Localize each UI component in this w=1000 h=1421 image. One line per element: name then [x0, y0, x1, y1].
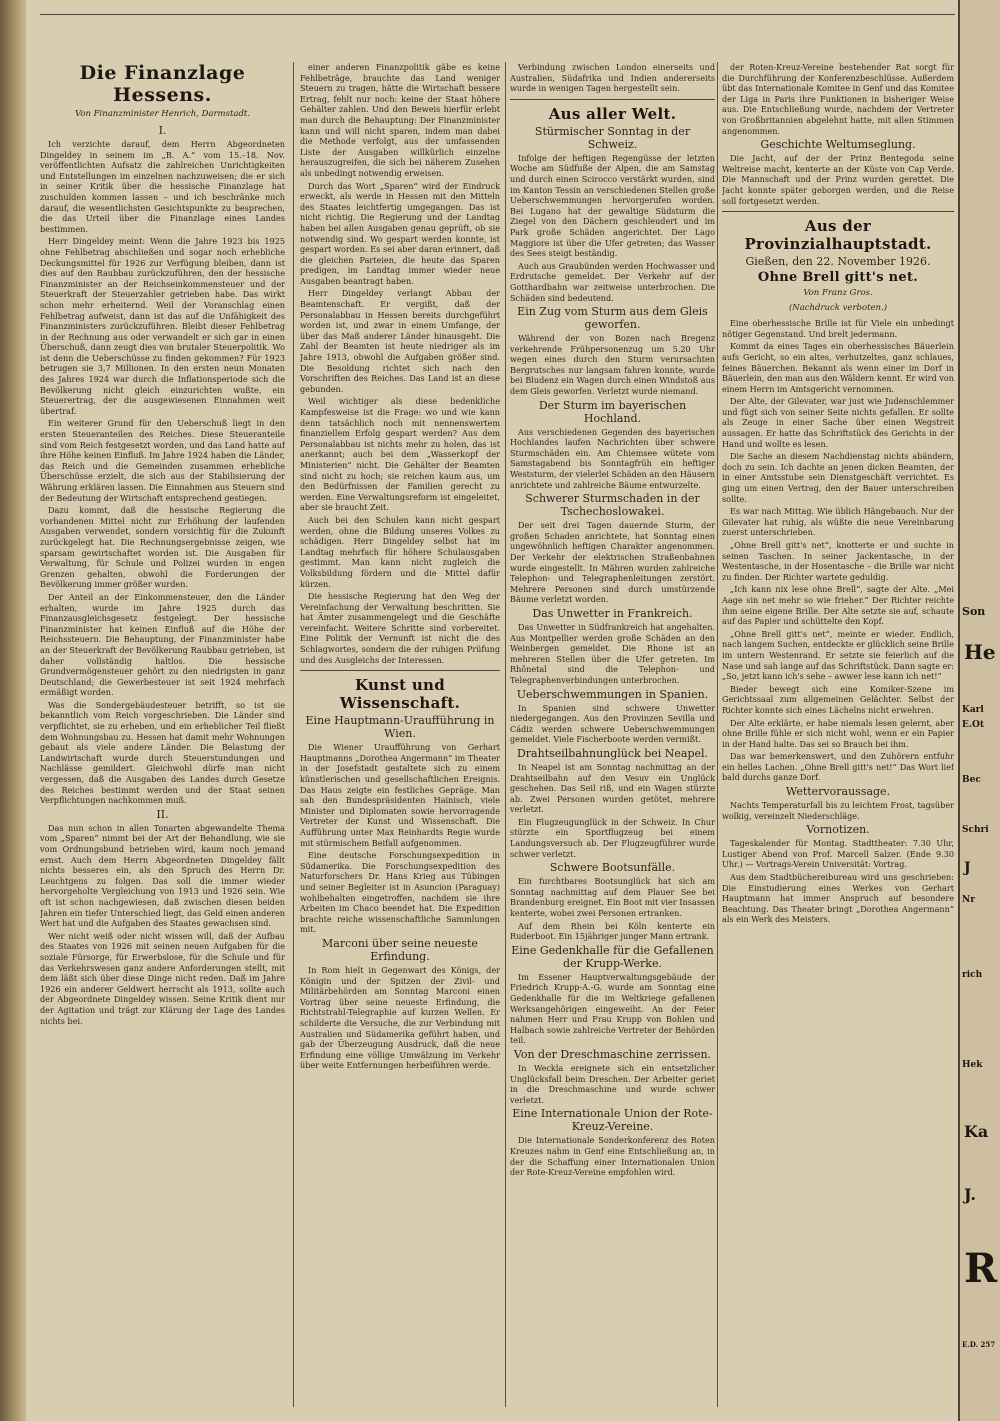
edge-text: Bec — [962, 775, 981, 785]
paragraph: In Weckla ereignete sich ein entsetzlicher Unglücksfall beim Dreschen. Der Arbeiter geriet in die Dreschmaschine und wurde schwer verletzt. — [510, 1062, 715, 1105]
paragraph: Aus verschiedenen Gegenden des bayerischen Hochlandes laufen Nachrichten über schwere Sturmschäden ein. Am Chiemsee wütete vom Samstagabend bis Sonntagfrüh ein heftiger Weststurm, der vielerlei Schäden an den Häusern anrichtete und zahlreiche Bäume entwurzelte. — [510, 426, 715, 490]
adjacent-page-edge — [958, 0, 1000, 1421]
paragraph: Bieder bewegt sich eine Komiker-Szene im Gerichtssaal zum allgemeinen Gelächter. Selbst der Richter konnte sich eines Lächelns nicht erwehren. — [722, 683, 954, 715]
article-subtitle: Marconi über seine neueste Erfindung. — [322, 936, 478, 963]
column-world-news — [510, 62, 715, 1407]
column-finance — [40, 62, 285, 1407]
edge-text: rich — [962, 970, 983, 980]
edge-text: J — [964, 860, 971, 876]
divider — [510, 99, 715, 100]
paragraph: Das nun schon in allen Tonarten abgewandelte Thema vom „Sparen“ nimmt bei der Art der Behandlung, wie sie vom Ordnungsbund betrieben wird, kaum noch jemand ernst. Auch dem Herrn Abgeordneten Dingeldey fällt nichts besseres ein, als den Spruch des Herrn Dr. Leuchtgens zu folgen. Das soll die immer wieder hervorgeholte Vergleichung von 1913 und 1926 sein. Wie oft ist schon nachgewiesen, daß zwischen diesen beiden Jahren ein tiefer Unterschied liegt, das Geld einen anderen Wert hat und die Aufgaben des Staates gewachsen sind. — [40, 822, 285, 929]
paragraph: Wer nicht weiß oder nicht wissen will, daß der Aufbau des Staates von 1926 mit seinen neuen Aufgaben für die soziale Fürsorge, für Erwerbslose, für die Schule und für das Verkehrswesen ganz andere Anforderungen stellt, mit dem läßt sich über diese Dinge nicht reden. Daß im Jahre 1926 ein anderer Geldwert herrscht als 1913, sollte auch der Abgeordnete Dingeldey wissen. Seine Kritik dient nur der Agitation und trägt zur Klärung der Lage des Landes nichts bei. — [40, 930, 285, 1026]
edge-text: Son — [962, 605, 986, 618]
article-byline: Von Finanzminister Henrich, Darmstadt. — [74, 109, 251, 119]
article-subtitle: Vornotizen. — [806, 823, 870, 837]
paragraph: Aus dem Stadtbüchereibureau wird uns geschrieben: Die Einstudierung eines Werkes von Gerhart Hauptmann hat immer Anspruch auf besondere Beachtung. Das Theater bringt „Dorothea Angermann“ als ein Werk des Meisters. — [722, 872, 954, 925]
article-subtitle: Wettervoraussage. — [785, 785, 891, 799]
article-subtitle: Der Sturm im bayerischen Hochland. — [538, 398, 687, 425]
paragraph: Eine deutsche Forschungsexpedition in Südamerika. Die Forschungsexpedition des Naturforschers Dr. Hans Krieg aus Tübingen und seiner Begleiter ist in Asuncion (Paraguay) wohlbehalten eingetroffen, nachdem sie ihre Arbeiten im Chaco beendet hat. Die Expedition brachte reiche wissenschaftliche Sammlungen mit. — [300, 850, 500, 935]
paragraph: Tageskalender für Montag. Stadttheater: 7.30 Uhr, Lustiger Abend von Prof. Marcell Salzer. (Ende 9.30 Uhr.) — Vortrags-Verein Universität: Vortrag. — [722, 838, 954, 870]
reprint-note: (Nachdruck verboten.) — [788, 303, 888, 314]
paragraph: Es war nach Mittag. Wie üblich Hängebauch. Nur der Gilevater hat ruhig, als wüßte die neue Vereinbarung zuerst unterschrieben. — [722, 506, 954, 538]
section-title: Kunst und Wissenschaft. — [339, 676, 461, 713]
paragraph: der Roten-Kreuz-Vereine bestehender Rat sorgt für die Durchführung der Konferenzbeschlüsse. Außerdem übt das Internationale Komitee in Genf und das Komitee der Liga in Paris ihre Funktionen in bisheriger Weise aus. Die Entschließung wurde, nachdem der Vertreter von Großbritannien abgelehnt hatte, mit allen Stimmen angenommen. — [722, 62, 954, 136]
article-subtitle: Das Unwetter in Frankreich. — [532, 606, 693, 620]
paragraph: Der Alte erklärte, er habe niemals lesen gelernt, aber ohne Brille fühle er sich nicht wohl, wenn er ein Papier in der Hand halte. Das sei so Brauch bei ihm. — [722, 717, 954, 749]
paragraph: Die Jacht, auf der der Prinz Bentegoda seine Weltreise macht, kenterte an der Küste von Cap Verde. Die Mannschaft und der Prinz wurden gerettet. Die Jacht konnte später geborgen werden, und die Reise soll fortgesetzt werden. — [722, 153, 954, 206]
paragraph: Herr Dingeldey meint: Wenn die Jahre 1923 bis 1925 ohne Fehlbetrag abschließen und sogar noch erhebliche Deckungsmittel für 1926 zur Verfügung bleiben, dann ist dies auf den Raubbau zurückzuführen, den der hessische Finanzminister an der Reichseinkommensteuer und der Steuerkraft der Steuerzahler getrieben habe. Das wirkt schon mehr erheiternd. Weil der Voranschlag einen Fehlbetrag aufweist, dann ist das auf die Unfähigkeit des Finanzministers zurückzuführen. Bleibt dieser Fehlbetrag in der Rechnung aus oder verwandelt er sich gar in einen Überschuß, dann zeugt dies von brutaler Steuerpolitik. Wo ist denn die Ueberschüsse zu finden gekommen? Für 1923 betrugen sie 3,7 Millionen. In den ersten neun Monaten des Jahres 1924 war durch die Inflationsperiode sich die Bevölkerung nicht gleich einzurichten wußte, ein Steuerertrag, der die ausgewiesenen Einnahmen weit übertraf. — [40, 236, 285, 416]
story-byline: Von Franz Gros. — [803, 288, 873, 299]
edge-text: Ka — [964, 1122, 989, 1141]
article-subtitle: Von der Dreschmaschine zerrissen. — [513, 1047, 712, 1061]
paragraph: Die hessische Regierung hat den Weg der Vereinfachung der Verwaltung beschritten. Sie hat Ämter zusammengelegt und die Geschäfte vereinfacht. Weitere Schritte sind vorbereitet. Eine Politik der Vernunft ist nicht die des Schlagwortes, sondern die der ruhigen Prüfung und des Ausgleichs der Interessen. — [300, 591, 500, 665]
paragraph: Der seit drei Tagen dauernde Sturm, der großen Schaden anrichtete, hat Sonntag einen ungewöhnlich heftigen Charakter angenommen. Der Verkehr der elektrischen Straßenbahnen wurde eingestellt. In Mähren wurden zahlreiche Telephon- und Telegraphenleitungen zerstört. Mehrere Personen sind durch umstürzende Bäume verletzt worden. — [510, 520, 715, 605]
paragraph: Der Anteil an der Einkommensteuer, den die Länder erhalten, wurde im Jahre 1925 durch das Finanzausgleichsgesetz festgelegt. Der hessische Finanzminister hat keinen Einfluß auf die Höhe der Reichssteuern. Die Behauptung, der Finanzminister habe an der Steuerkraft der Bevölkerung Raubbau getrieben, ist daher vollständig haltlos. Die hessische Grundvermögensteuer gehört zu den niedrigsten in ganz Deutschland; die Gewerbesteuer ist seit 1924 mehrfach ermäßigt worden. — [40, 591, 285, 698]
article-subtitle: Ein Zug vom Sturm aus dem Gleis geworfen. — [517, 305, 708, 332]
paragraph: Nachts Temperaturfall bis zu leichtem Frost, tagsüber wolkig, vereinzelt Niederschläge. — [722, 800, 954, 821]
article-subtitle: Schwerer Sturmschaden in der Tschechoslowakei. — [525, 492, 700, 519]
paragraph: Verbindung zwischen London einerseits und Australien, Südafrika und Indien andererseits wurde in wenigen Tagen hergestellt sein. — [510, 62, 715, 94]
paragraph: Die Wiener Uraufführung von Gerhart Hauptmanns „Dorothea Angermann“ im Theater in der Josefstadt gestaltete sich zu einem künstlerischen und gesellschaftlichen Ereignis. Das Haus zeigte ein festliches Gepräge. Man sah den Bundespräsidenten Hainisch, viele Minister und Diplomaten sowie hervorragende Vertreter der Kunst und Wissenschaft. Die Aufführung unter Max Reinhardts Regie wurde mit stürmischem Beifall aufgenommen. — [300, 742, 500, 848]
paragraph: Auch bei den Schulen kann nicht gespart werden, ohne die Bildung unseres Volkes zu schädigen. Herr Dingeldey selbst hat im Landtag mehrfach für höhere Schulausgaben gestimmt. Man kann nicht zugleich die Volksbildung fördern und die Mittel dafür kürzen. — [300, 514, 500, 589]
paragraph: Das Unwetter in Südfrankreich hat angehalten. Aus Montpellier werden große Schäden an den Weinbergen gemeldet. Die Rhone ist an mehreren Stellen über die Ufer getreten. Im Rhônetal sind die Telephon- und Telegraphenverbindungen unterbrochen. — [510, 621, 715, 685]
section-title: Aus aller Welt. — [548, 104, 677, 123]
paragraph: Infolge der heftigen Regengüsse der letzten Woche am Südfuße der Alpen, die am Samstag und durch einen Scirocco verstärkt wurden, sind im Kanton Tessin an verschiedenen Stellen große Ueberschwemmungen hervorgerufen worden. Bei Lugano hat der gewaltige Südsturm die Ziegel von den Dächern geschleudert und im Park große Schäden angerichtet. Der Lago Maggiore ist über die Ufer getreten; das Wasser des Sees steigt beständig. — [510, 152, 715, 259]
divider — [722, 211, 954, 212]
top-rule — [40, 14, 955, 15]
paragraph: In Rom hielt in Gegenwart des Königs, der Königin und der Spitzen der Zivil- und Militärbehörden am Sonntag Marconi einen Vortrag über seine neueste Erfindung, die Richtstrahl-Telegraphie auf kurzen Wellen. Er schilderte die Versuche, die zur Verbindung mit Australien und Südamerika geführt haben, und gab der Überzeugung Ausdruck, daß die neue Erfindung eine völlige Umwälzung im Verkehr über weite Entfernungen herbeiführen werde. — [300, 964, 500, 1071]
article-subtitle: Eine Gedenkhalle für die Gefallenen der Krupp-Werke. — [511, 943, 714, 970]
article-subtitle: Schwere Bootsunfälle. — [549, 861, 676, 875]
paragraph: „Ohne Brell gitt's net“, knotterte er und suchte in seinen Taschen. In seiner Jackentasche, in der Westentasche, in der Hosentasche – die Brille war nicht zu finden. Der Richter wartete geduldig. — [722, 540, 954, 582]
dateline: Gießen, den 22. November 1926. — [745, 255, 931, 269]
edge-text: E.Ot — [962, 720, 984, 730]
edge-text: Schri — [962, 825, 989, 835]
paragraph: Dazu kommt, daß die hessische Regierung die vorhandenen Mittel nicht zur Erhöhung der laufenden Ausgaben verwendet, sondern vorsichtig für die Zukunft zurückgelegt hat. Die Rechnungsergebnisse zeigen, wie sparsam gewirtschaftet worden ist. Die Ausgaben für Verwaltung, für Schule und Polizei wurden in engen Grenzen gehalten, obwohl die Forderungen der Bevölkerung immer größer wurden. — [40, 505, 285, 590]
book-spine — [0, 0, 26, 1421]
paragraph: Das war bemerkenswert, und den Zuhörern entfuhr ein helles Lachen. „Ohne Brell gitt's net!“ Das Wort lief bald durchs ganze Dorf. — [722, 751, 954, 783]
section-marker: I. — [158, 124, 167, 137]
column-rule — [717, 62, 718, 1407]
paragraph: Herr Dingeldey verlangt Abbau der Beamtenschaft. Er vergißt, daß der Personalabbau in Hessen bereits durchgeführt worden ist, und zwar in einem Umfange, der über das Maß anderer Länder hinausgeht. Die Zahl der Beamten ist heute niedriger als im Jahre 1913, obwohl die Aufgaben größer sind. Die Besoldung richtet sich nach den Vorschriften des Reiches. Das Land ist an diese gebunden. — [300, 288, 500, 394]
paragraph: „Ohne Brell gitt's net“, meinte er wieder. Endlich, nach langem Suchen, entdeckte er glücklich seine Brille im untern Westenrand. Er setzte sie feierlich auf die Nase und sah lange auf das Schriftstück. Dann sagte er: „So, jetzt kann ich's sehe – awwer lese kann ich net!“ — [722, 628, 954, 682]
divider — [300, 670, 500, 671]
edge-text: Karl — [962, 705, 984, 715]
article-title: Die Finanzlage Hessens. — [79, 62, 246, 106]
section-title: Aus der Provinzialhauptstadt. — [744, 217, 932, 254]
column-rule — [505, 62, 506, 1407]
paragraph: In Neapel ist am Sonntag nachmittag an der Drahtseilbahn auf den Vesuv ein Unglück geschehen. Das Seil riß, und ein Wagen stürzte ab. Zwei Personen wurden getötet, mehrere verletzt. — [510, 761, 715, 815]
article-subtitle: Ueberschwemmungen in Spanien. — [516, 687, 709, 701]
article-subtitle: Drahtseilbahnunglück bei Neapel. — [516, 746, 709, 760]
section-marker: II. — [156, 807, 169, 821]
paragraph: Während der von Bozen nach Bregenz verkehrende Frühpersonenzug um 5.20 Uhr wegen eines durch den Sturm verursachten Bergrutsches nur langsam fahren konnte, wurde bei Bludenz ein Wagen durch einen Windstoß aus dem Gleis geworfen. Verletzt wurde niemand. — [510, 333, 715, 397]
paragraph: Eine oberhessische Brille ist für Viele ein unbedingt nötiger Gegenstand. Und brelt jedermann. — [722, 318, 954, 339]
column-local-news — [722, 62, 954, 1407]
paragraph: Durch das Wort „Sparen“ wird der Eindruck erweckt, als werde in Hessen mit den Mitteln des Staates leichtfertig umgegangen. Das ist nicht richtig. Die Regierung und der Landtag haben bei allen Ausgaben genau geprüft, ob sie notwendig sind. Wo gespart werden konnte, ist gespart worden. Es sei aber daran erinnert, daß die gleichen Parteien, die heute das Sparen predigen, im Landtag immer wieder neue Ausgaben beantragt haben. — [300, 180, 500, 286]
article-subtitle: Stürmischer Sonntag in der Schweiz. — [534, 124, 691, 151]
edge-text: J. — [964, 1185, 976, 1204]
paragraph: einer anderen Finanzpolitik gäbe es keine Fehlbeträge, brauchte das Land weniger Steuern zu tragen, hätte die Wirtschaft bessere Ertrag, fehlt nur noch: keine der Staat höhere Gehälter zahlen. Und den Beweis hierfür erlebt man durch die Behauptung: Der Finanzminister kann und will nicht sparen, indem man dabei die Methode verfolgt, aus der umfassenden Liste der Ausgaben willkürlich einzelne herauszugreifen, die sich bei näherem Zusehen als unbedingt notwendig erweisen. — [300, 62, 500, 178]
paragraph: Im Essener Hauptverwaltungsgebäude der Friedrich Krupp-A.-G. wurde am Sonntag eine Gedenkhalle für die im Weltkriege gefallenen Werksangehörigen eingeweiht. An der Feier nahmen Herr und Frau Krupp von Bohlen und Halbach sowie zahlreiche Vertreter der Behörden teil. — [510, 971, 715, 1046]
article-subtitle: Eine Hauptmann-Uraufführung in Wien. — [305, 714, 495, 741]
edge-text: He — [964, 640, 996, 664]
paragraph: Kommt da eines Tages ein oberhessisches Bäuerlein aufs Gericht, so ein altes, verhutzeltes, ganz schlaues, feines Bäuerchen. Bekannt als wenn einer im Dorf in Bäuerlein, den man aus den Wäldern kennt. Er wird von einem Herrn im Amtsgericht vernommen. — [722, 341, 954, 394]
edge-text: R — [964, 1245, 998, 1292]
edge-text: E.D. 257 — [962, 1340, 996, 1349]
story-title: Ohne Brell gitt's net. — [757, 270, 919, 286]
article-subtitle: Eine Internationale Union der Rote-Kreuz-Vereine. — [512, 1107, 713, 1134]
paragraph: Der Alte, der Gilevater, war just wie Judenschlemmer und fügt sich von seiner Seite nichts gefallen. Er sollte als Zeuge in einer Sache über einen Wegstreit aussagen. Er hatte das Schriftstück des Gerichts in der Hand und wollte es lesen. — [722, 396, 954, 449]
paragraph: Auch aus Graubünden werden Hochwasser und Erdrutsche gemeldet. Der Verkehr auf der Gotthardbahn war zeitweise unterbrochen. Die Schäden sind bedeutend. — [510, 260, 715, 303]
paragraph: Weil wichtiger als diese bedenkliche Kampfesweise ist die Frage: wo und wie kann denn tatsächlich noch mit nennenswertem finanziellem Erfolg gespart werden? Aus dem Personalabbau ist nichts mehr zu holen, das ist anerkannt; auch bei dem „Wasserkopf der Ministerien“ nicht. Die Gehälter der Beamten sind nicht zu hoch; sie reichen kaum aus, um den Bedürfnissen der Familien gerecht zu werden. Eine Verwaltungsreform ist eingeleitet, aber sie braucht Zeit. — [300, 396, 500, 513]
column-rule — [293, 62, 294, 1407]
paragraph: Ein Flugzeugunglück in der Schweiz. In Chur stürzte ein Sportflugzeug bei einem Landungsversuch ab. Der Flugzeugführer wurde schwer verletzt. — [510, 816, 715, 859]
paragraph: In Spanien sind schwere Unwetter niedergegangen. Aus den Provinzen Sevilla und Cádiz werden schwere Ueberschwemmungen gemeldet. Viele Fischerboote werden vermißt. — [510, 702, 715, 745]
paragraph: Was die Sondergebäudesteuer betrifft, so ist sie bekanntlich vom Reich vorgeschrieben. Die Länder sind verpflichtet, sie zu erheben, und ein erheblicher Teil fließt dem Wohnungsbau zu. Hessen hat damit mehr Wohnungen gebaut als viele andere Länder. Die Belastung der Landwirtschaft wurde durch Steuerstundungen und Nachlässe gemildert. Gleichwohl dürfe man nicht vergessen, daß die Ausgaben des Landes durch Gesetze des Reiches bestimmt werden und der Staat seinen Verpflichtungen nachkommen muß. — [40, 699, 285, 806]
paragraph: Die Internationale Sonderkonferenz des Roten Kreuzes nahm in Genf eine Entschließung an, in der die Schaffung einer Internationalen Union der Rote-Kreuz-Vereine empfohlen wird. — [510, 1135, 715, 1178]
paragraph: Ich verzichte darauf, dem Herrn Abgeordneten Dingeldey in seinem im „B. A.“ vom 15.–18. Nov. veröffentlichten Aufsatz die zahlreichen Unrichtigkeiten und Entstellungen im einzelnen nachzuweisen; die er sich in seiner Kritik über die hessische Finanzlage hat zuschulden kommen lassen – und ich beschränke mich darauf, die wesentlichsten Gesichtspunkte zu besprechen, die das Urteil über die Finanzlage eines Landes bestimmen. — [40, 139, 285, 234]
paragraph: „Ich kann nix lese ohne Brell“, sagte der Alte. „Mei Aage sin net mehr so wie frieher.“ Der Richter reichte ihm seine eigene Brille. Der Alte setzte sie auf, schaute auf das Papier und schüttelte den Kopf. — [722, 584, 954, 627]
paragraph: Die Sache an diesem Nachdienstag nichts abändern, doch zu sein. Ich dachte an jenen dicken Beamten, der in einer Amtsstube sein Dienstgeschäft verrichtet. Es ging um einen Vertrag, den der Bauer unterschreiben sollte. — [722, 451, 954, 504]
paragraph: Ein weiterer Grund für den Ueberschuß liegt in den ersten Steueranteilen des Reiches. Diese Steueranteile sind vom Reich festgesetzt worden, und das Land hatte auf ihre Höhe keinen Einfluß. Im Jahre 1924 haben die Länder, das Reich und die Gemeinden zusammen erhebliche Überschüsse erzielt, die sich aus der Stabilisierung der Währung erklären lassen. Die Einnahmen aus Steuern sind der Bedeutung der Wirtschaft entsprechend gestiegen. — [40, 418, 285, 503]
edge-text: Nr — [962, 895, 975, 905]
paragraph: Auf dem Rhein bei Köln kenterte ein Ruderboot. Ein 15jähriger junger Mann ertrank. — [510, 920, 715, 942]
column-finance-continued — [300, 62, 500, 1407]
article-subtitle: Geschichte Weltumseglung. — [760, 138, 916, 152]
edge-text: Hek — [962, 1060, 983, 1070]
paragraph: Ein furchtbares Bootsunglück hat sich am Sonntag nachmittag auf dem Plauer See bei Brandenburg ereignet. Ein Boot mit vier Insassen kenterte, wobei zwei Personen ertranken. — [510, 876, 715, 919]
